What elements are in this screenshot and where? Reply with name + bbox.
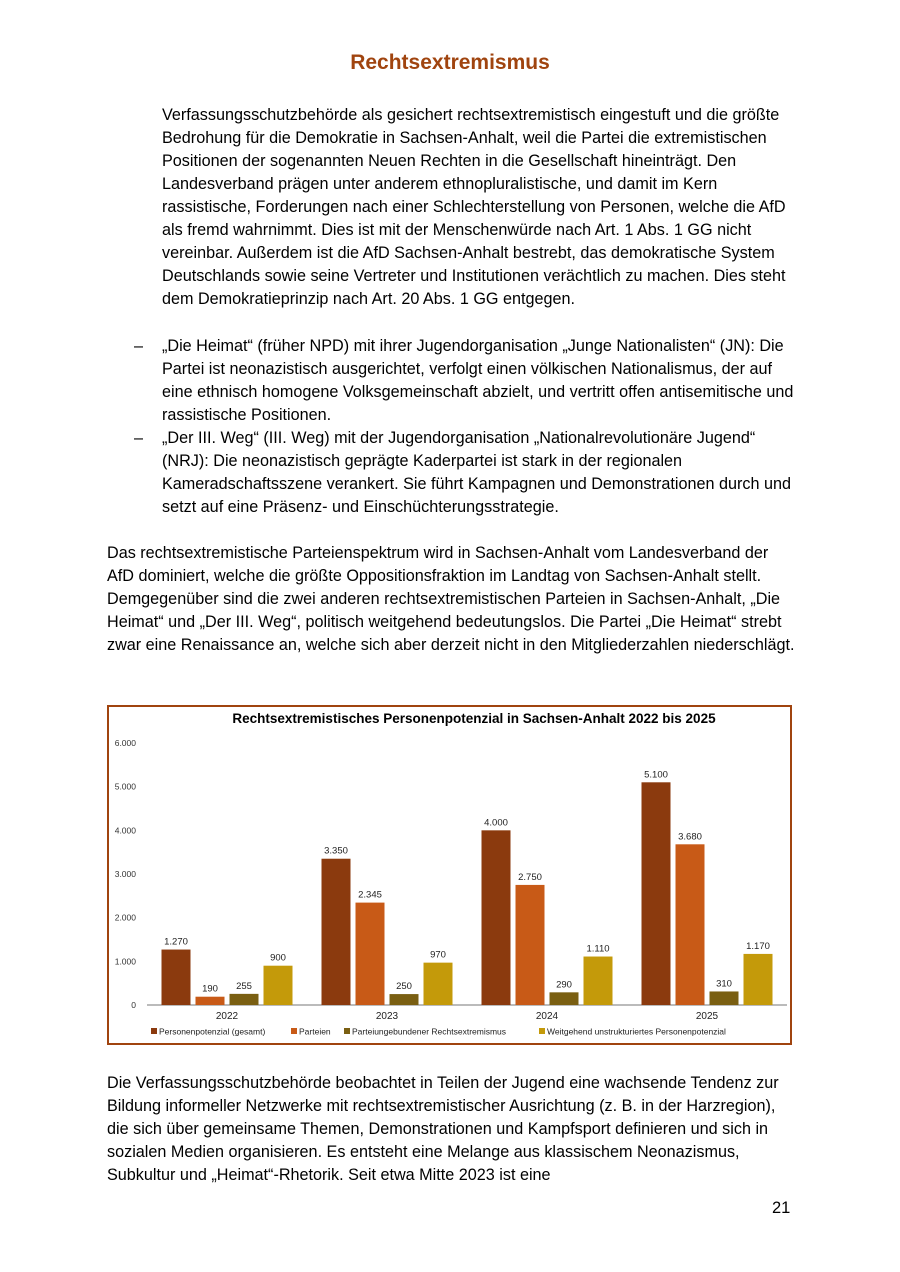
y-tick-label: 2.000 bbox=[114, 912, 136, 923]
bar bbox=[676, 844, 705, 1005]
legend-swatch bbox=[344, 1028, 350, 1034]
x-tick-label: 2022 bbox=[215, 1011, 239, 1022]
list-item-text: „Die Heimat“ (früher NPD) mit ihrer Jugendorganisation „Junge Nationalisten“ (JN): Die Partei ist neonazistisch ausgerichtet, verfolgt einen völkischen Nationalismus, der auf eine ethnisch homogene Volksgemeinschaft abzielt, und vertritt offen antisemitische und rassistische Positionen. bbox=[162, 337, 794, 424]
legend-swatch bbox=[539, 1028, 545, 1034]
legend-label: Personenpotenzial (gesamt) bbox=[159, 1026, 266, 1037]
bar bbox=[482, 830, 511, 1005]
list-item bbox=[130, 335, 802, 427]
page-number: 21 bbox=[772, 1199, 791, 1217]
x-tick-label: 2025 bbox=[695, 1011, 719, 1022]
data-label: 3.680 bbox=[678, 831, 702, 843]
data-label: 250 bbox=[396, 981, 412, 993]
dash-bullet: – bbox=[134, 429, 144, 447]
legend-label: Parteien bbox=[299, 1026, 331, 1037]
data-label: 290 bbox=[556, 979, 572, 991]
legend-label: Parteiungebundener Rechtsextremismus bbox=[352, 1026, 507, 1037]
bar bbox=[424, 963, 453, 1005]
bar bbox=[322, 859, 351, 1005]
list-item bbox=[130, 427, 802, 519]
bar bbox=[196, 997, 225, 1005]
bar bbox=[710, 991, 739, 1005]
body-paragraph: Die Verfassungsschutzbehörde beobachtet in Teilen der Jugend eine wachsende Tendenz zur Bildung informeller Netzwerke mit rechtsextremistischer Ausrichtung (z. B. in der Harzregion), die sich über gemeinsame Themen, Demonstrationen und Kampfsport definieren und sich in sozialen Medien organisieren. Es entsteht eine Melange aus klassischem Neonazismus, Subkultur und „Heimat“-Rhetorik. Seit etwa Mitte 2023 ist eine bbox=[107, 1074, 779, 1184]
legend-label: Weitgehend unstrukturiertes Personenpotenzial bbox=[547, 1026, 726, 1037]
bar bbox=[230, 994, 259, 1005]
data-label: 2.345 bbox=[358, 889, 382, 901]
bar-chart bbox=[109, 707, 790, 1043]
data-label: 1.270 bbox=[164, 936, 188, 948]
bar bbox=[550, 992, 579, 1005]
body-paragraph: Das rechtsextremistische Parteienspektrum wird in Sachsen-Anhalt vom Landesverband der AfD dominiert, welche die größte Oppositionsfraktion im Landtag von Sachsen-Anhalt stellt. Demgegenüber sind die zwei anderen rechtsextremistischen Parteien in Sachsen-Anhalt, „Die Heimat“ und „Der III. Weg“, politisch weitgehend bedeutungslos. Die Partei „Die Heimat“ strebt zwar eine Renaissance an, welche sich aber derzeit nicht in den Mitgliederzahlen niederschlägt. bbox=[107, 544, 795, 654]
dash-bullet: – bbox=[134, 337, 144, 355]
page-title: Rechtsextremismus bbox=[350, 51, 550, 74]
chart-title: Rechtsextremistisches Personenpotenzial in Sachsen-Anhalt 2022 bis 2025 bbox=[232, 711, 716, 726]
bar bbox=[744, 954, 773, 1005]
bar bbox=[516, 885, 545, 1005]
y-tick-label: 3.000 bbox=[114, 869, 136, 879]
data-label: 3.350 bbox=[324, 845, 348, 857]
y-tick-label: 1.000 bbox=[114, 956, 136, 967]
y-tick-label: 0 bbox=[131, 1000, 136, 1010]
bar bbox=[390, 994, 419, 1005]
chart-frame bbox=[107, 705, 792, 1045]
data-label: 1.170 bbox=[746, 940, 770, 952]
data-label: 5.100 bbox=[644, 769, 668, 781]
data-label: 310 bbox=[716, 978, 732, 990]
bar bbox=[264, 966, 293, 1005]
bar bbox=[162, 950, 191, 1005]
x-tick-label: 2023 bbox=[375, 1011, 399, 1022]
data-label: 255 bbox=[236, 980, 252, 992]
data-label: 900 bbox=[270, 952, 286, 964]
legend-swatch bbox=[291, 1028, 297, 1034]
legend-swatch bbox=[151, 1028, 157, 1034]
data-label: 190 bbox=[202, 983, 218, 995]
data-label: 970 bbox=[430, 949, 446, 961]
bar bbox=[356, 903, 385, 1005]
list-item-text: „Der III. Weg“ (III. Weg) mit der Jugendorganisation „Nationalrevolutionäre Jugend“ (NRJ): Die neonazistisch geprägte Kaderpartei ist stark in der regionalen Kameradschaftsszene verankert. Sie führt Kampagnen und Demonstrationen durch und setzt auf eine Präsenz- und Einschüchterungsstrategie. bbox=[162, 429, 791, 516]
data-label: 2.750 bbox=[518, 871, 542, 883]
x-tick-label: 2024 bbox=[535, 1011, 559, 1022]
bar bbox=[642, 782, 671, 1005]
y-tick-label: 6.000 bbox=[114, 738, 136, 748]
y-tick-label: 5.000 bbox=[114, 781, 136, 792]
data-label: 1.110 bbox=[586, 943, 610, 955]
bar bbox=[584, 957, 613, 1005]
party-list bbox=[130, 335, 802, 519]
data-label: 4.000 bbox=[484, 817, 508, 829]
y-tick-label: 4.000 bbox=[114, 825, 136, 836]
intro-paragraph: Verfassungsschutzbehörde als gesichert rechtsextremistisch eingestuft und die größte Bedrohung für die Demokratie in Sachsen-Anhalt, weil die Partei die extremistischen Positionen der sogenannten Neuen Rechten in die Gesellschaft hineinträgt. Den Landesverband prägen unter anderem ethnopluralistische, und damit im Kern rassistische, Forderungen nach einer Schlechterstellung von Personen, welche die AfD als fremd wahrnimmt. Dies ist mit der Menschenwürde nach Art. 1 Abs. 1 GG nicht vereinbar. Außerdem ist die AfD Sachsen-Anhalt bestrebt, das demokratische System Deutschlands sowie seine Vertreter und Institutionen verächtlich zu machen. Dies steht dem Demokratieprinzip nach Art. 20 Abs. 1 GG entgegen. bbox=[162, 106, 786, 308]
